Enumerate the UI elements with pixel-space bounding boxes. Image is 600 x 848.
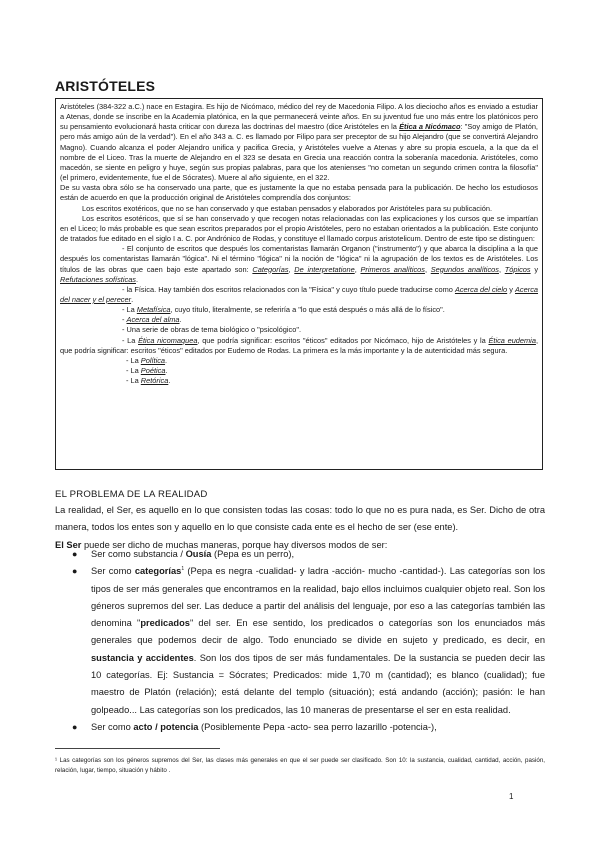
etica-item [60, 336, 538, 356]
works-intro: De su vasta obra sólo se ha conservado una parte, que es justamente la que no estaba pensada para la publicación. De hecho los estudiosos están de acuerdo en que la producción original de Aristóteles comprendía dos conjuntos: [60, 183, 538, 203]
bullet-icon: ● [72, 721, 78, 732]
list-item [72, 719, 545, 736]
bold-term: sustancia y accidentes [91, 652, 194, 663]
text: Ser como [91, 721, 134, 732]
bold-term: Ousía [185, 549, 212, 559]
footnote-divider [55, 748, 220, 749]
organon-item: - El conjunto de escritos que después los comentaristas llamarán Organon ("instrumento") y que abarca la disciplina a la que después los comentaristas llamarán "lógica". Ni el término "lógica" ni la noción de "lógica" ni la agrupación de los textos es de Aristóteles. Los títulos de las obras que caen bajo este apartado son: Categorías, De interpretatione, Primeros analíticos, Segundos analíticos, Tópicos y Refutaciones sofísticas. [60, 244, 539, 284]
biology-item: - Una serie de obras de tema biológico o "psicológico". [122, 325, 302, 335]
work-title: Retórica [140, 376, 169, 386]
poetica-item: - La Poética. [126, 366, 168, 376]
retorica-item: - La Retórica. [126, 376, 171, 386]
etica-nicomaco-ref: Ética a Nicómaco [399, 122, 461, 132]
work-title: Tópicos [504, 264, 531, 274]
work-title: Poética [140, 366, 166, 376]
text: , que podría significar: escritos "éticos" editados por Eudemo de Rodas. La primera es la más importante y la de autenticidad más segura. [60, 335, 538, 355]
work-title: Acerca del nacer y el perecer [60, 284, 539, 304]
esoteric-paragraph: Los escritos esotéricos, que sí se han conservado y que recogen notas relacionadas con las explicaciones y los cursos que se impartían en el Liceo; lo más probable es que sean escritos preparados por el propio Aristóteles, pero no estaban orientados a la publicación. Este conjunto de tratados fue editado en el siglo I a. C. por Andrónico de Rodas, y constituye el llamado corpus aristotelicum. Dentro de este tipo se distinguen: [60, 213, 538, 244]
politica-item: - La Política. [126, 355, 168, 365]
work-title: De interpretatione [294, 264, 355, 274]
fisica-item: - la Física. Hay también dos escritos relacionados con la "Física" y cuyo título puede traducirse como Acerca del cielo y Acerca del nacer y el perecer. [60, 284, 539, 304]
text: - El conjunto de escritos que después los comentaristas llamarán Organon ("instrumento") y que abarca la disciplina a la que después los comentaristas llamarán "lógica". Ni el término "lógica" ni la noción de "lógica" ni la agrupación de los textos es de Aristóteles. Los títulos de las obras que caen bajo este apartado son: [60, 244, 538, 274]
list-item [72, 563, 545, 719]
work-title: Metafísica [136, 305, 171, 315]
footnote: ¹ Las categorías son los géneros supremos del Ser, las clases más generales en que el ser puede ser clasificado. Son 10: la sustancia, cualidad, cantidad, acción, pasión, relación, lugar, tiempo, situación y hábito . [55, 757, 545, 774]
list-item [72, 546, 545, 563]
bullet-icon: ● [72, 566, 78, 577]
work-title: Acerca del cielo [454, 284, 508, 294]
alma-item: - Acerca del alma. [122, 315, 182, 325]
page-number: 1 [509, 792, 514, 801]
exoteric-paragraph: Los escritos exotéricos, que no se han conservado y que estaban pensados y elaborados por Aristóteles para su publicación. [82, 203, 493, 213]
text: . Son los dos tipos de ser más fundamentales. De la sustancia se pueden decir las 10 categorías. Ej: Sustancia = Sócrates; Predicados: mide 1,70 m (cantidad); es blanco (cualidad); fue maestro de Platón (relación); está delante del templo (situación); está andando (acción); pasión: le han golpeado... Las categorías son los predicados, las 10 maneras de presentarse el ser en esta realidad. [91, 652, 545, 715]
section-heading: EL PROBLEMA DE LA REALIDAD [55, 489, 208, 500]
bold-term: acto / potencia [133, 721, 199, 732]
text: - La [122, 335, 139, 345]
work-title: Ética nicomaquea [138, 335, 198, 345]
work-title: Acerca del alma [126, 315, 180, 325]
text: (Posiblemente Pepa -acto- sea perro lazarillo -potencia-), [198, 721, 437, 732]
text: , que podría significar: escritos "éticos" editados por Nicómaco, hijo de Aristóteles y la [197, 335, 489, 345]
text: Ser como substancia / [91, 549, 186, 559]
text: puede ser dicho de muchas maneras, porque hay diversos modos de ser: [81, 539, 388, 550]
biography-box [55, 98, 543, 470]
work-title: Primeros analíticos [360, 264, 425, 274]
text: - La [122, 305, 137, 315]
text: (Pepa es un perro), [211, 549, 295, 559]
text: (Pepa es negra -cualidad- y ladra -acción- mucho -cantidad-). Las categorías son los tipos de ser más generales que encontramos en la realidad, bajo ellos incluimos cualquier objeto real. Son los géneros supremos del ser. Las deduce a partir del análisis del lenguaje, por eso a las categorías también las denomina " [91, 566, 545, 629]
text: , cuyo título, literalmente, se referiría a "lo que está después o más allá de lo físico". [170, 305, 445, 315]
page-title: ARISTÓTELES [55, 78, 156, 94]
work-title: Ética eudemia [488, 335, 536, 345]
work-title: Categorías [252, 264, 289, 274]
bold-term: categorías [134, 566, 182, 577]
work-title: Política [140, 355, 166, 365]
metafisica-item [60, 305, 538, 315]
bio-paragraph [60, 102, 538, 183]
text: Aristóteles (384-322 a.C.) nace en Estagira. Es hijo de Nicómaco, médico del rey de Macedonia Filipo. A los dieciocho años es enviado a estudiar a Atenas, donde se inscribe en la Academia platónica, en la que permanecerá veinte años. En su juventud fue uno más entre los platónicos pero su pensamiento evolucionará hasta criticar con dureza las doctrinas del maestro (dice Aristóteles en la [60, 102, 538, 132]
work-title: Segundos analíticos [430, 264, 499, 274]
modes-of-being-list [72, 546, 545, 736]
reality-paragraph: La realidad, el Ser, es aquello en lo que consisten todas las cosas: todo lo que no es pura nada, es Ser. Dicho de otra manera, todos los entes son y aquello en lo que consiste cada ente es el hecho de ser (ese ente). [55, 505, 545, 533]
bullet-icon: ● [72, 549, 78, 559]
bold-term: El Ser [55, 539, 82, 550]
text: : "Soy amigo de Platón, pero más amigo aún de la verdad"). En el año 343 a. C. es llamado por Filipo para ser preceptor de su hijo Alejandro (que se convertirá Alejandro Magno). Cuando alcanza el poder Alejandro unifica y pacifica Grecia, y Aristóteles vuelve a Atenas y abre su propia escuela, a la que da el nombre de el Liceo. Tras la muerte de Alejandro en el 323 se desata en Grecia una reacción contra la soberanía macedonia. Aristóteles, como macedón, se siente en peligro y huye, según sus propias palabras, para que los atenienses "no cometan un segundo crimen contra la filosofía" (el primero, evidentemente, fue el de Sócrates). Muere al año siguiente, en el 322. [60, 122, 538, 183]
footnote-marker[interactable]: 1 [181, 566, 185, 573]
text: " del ser. En ese sentido, los predicados o categorías son los enunciados más generales que podemos decir de algo. Todo enunciado se divide en sujeto y predicado, es decir, en [91, 618, 545, 646]
bold-term: predicados [140, 618, 190, 629]
text: Ser como [91, 566, 135, 577]
text: - la Física. Hay también dos escritos relacionados con la "Física" y cuyo título puede traducirse como [122, 284, 455, 294]
work-title: Refutaciones sofísticas [60, 274, 136, 284]
